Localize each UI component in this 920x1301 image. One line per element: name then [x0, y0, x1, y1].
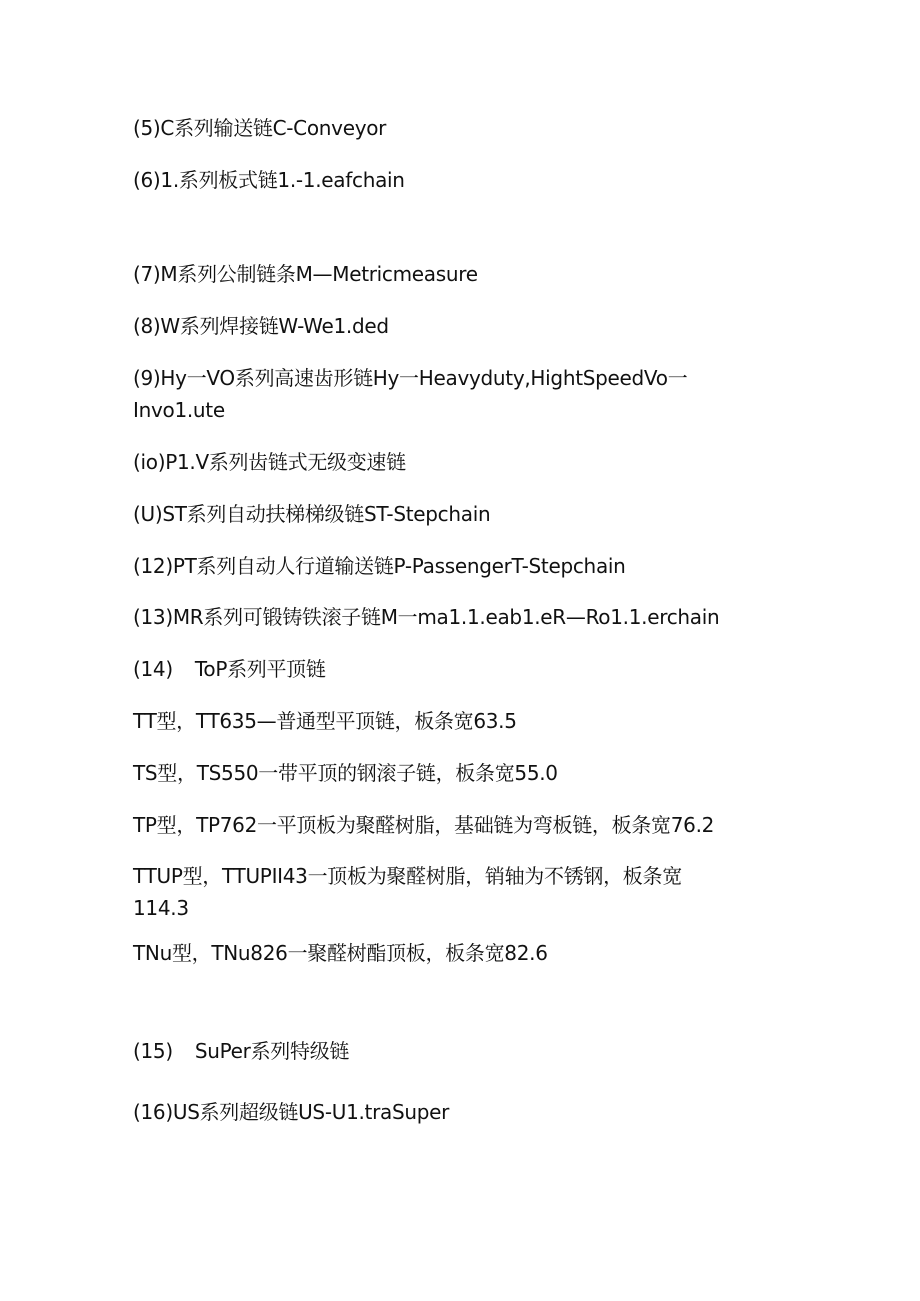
- text-line: (12)PT系列自动人行道输送链P-PassengerT-Stepchain: [133, 554, 626, 578]
- text-line: TS型，TS550一带平顶的钢滚子链，板条宽55.0: [133, 761, 558, 785]
- text-line: (6)1.系列板式链1.-1.eafchain: [133, 168, 405, 192]
- text-line: TTUP型，TTUPII43一顶板为聚醛树脂，销轴为不锈钢，板条宽: [133, 864, 682, 888]
- text-line: (io)P1.V系列齿链式无级变速链: [133, 450, 406, 474]
- item-title: SuPer系列特级链: [194, 1039, 350, 1063]
- text-line: TP型，TP762一平顶板为聚醛树脂，基础链为弯板链，板条宽76.2: [133, 813, 715, 837]
- item-number: (15): [133, 1039, 173, 1063]
- text-line: [133, 1035, 349, 1067]
- text-line: (5)C系列输送链C-Conveyor: [133, 116, 387, 140]
- item-title: ToP系列平顶链: [194, 657, 326, 681]
- text-line: Invo1.ute: [133, 398, 225, 422]
- text-line: TT型，TT635—普通型平顶链，板条宽63.5: [133, 709, 517, 733]
- text-line: [133, 653, 326, 685]
- text-line: TNu型，TNu826一聚醛树酯顶板，板条宽82.6: [133, 941, 548, 965]
- text-line: (16)US系列超级链US-U1.traSuper: [133, 1100, 450, 1124]
- text-line: (13)MR系列可锻铸铁滚子链M一ma1.1.eab1.eR—Ro1.1.erchain: [133, 605, 720, 629]
- item-number: (14): [133, 657, 173, 681]
- text-line: (U)ST系列自动扶梯梯级链ST-Stepchain: [133, 502, 491, 526]
- text-line: (8)W系列焊接链W-We1.ded: [133, 314, 389, 338]
- text-line: 114.3: [133, 896, 189, 920]
- text-line: (9)Hy一VO系列高速齿形链Hy一Heavyduty,HightSpeedVo一: [133, 366, 688, 390]
- text-line: (7)M系列公制链条M—Metricmeasure: [133, 262, 478, 286]
